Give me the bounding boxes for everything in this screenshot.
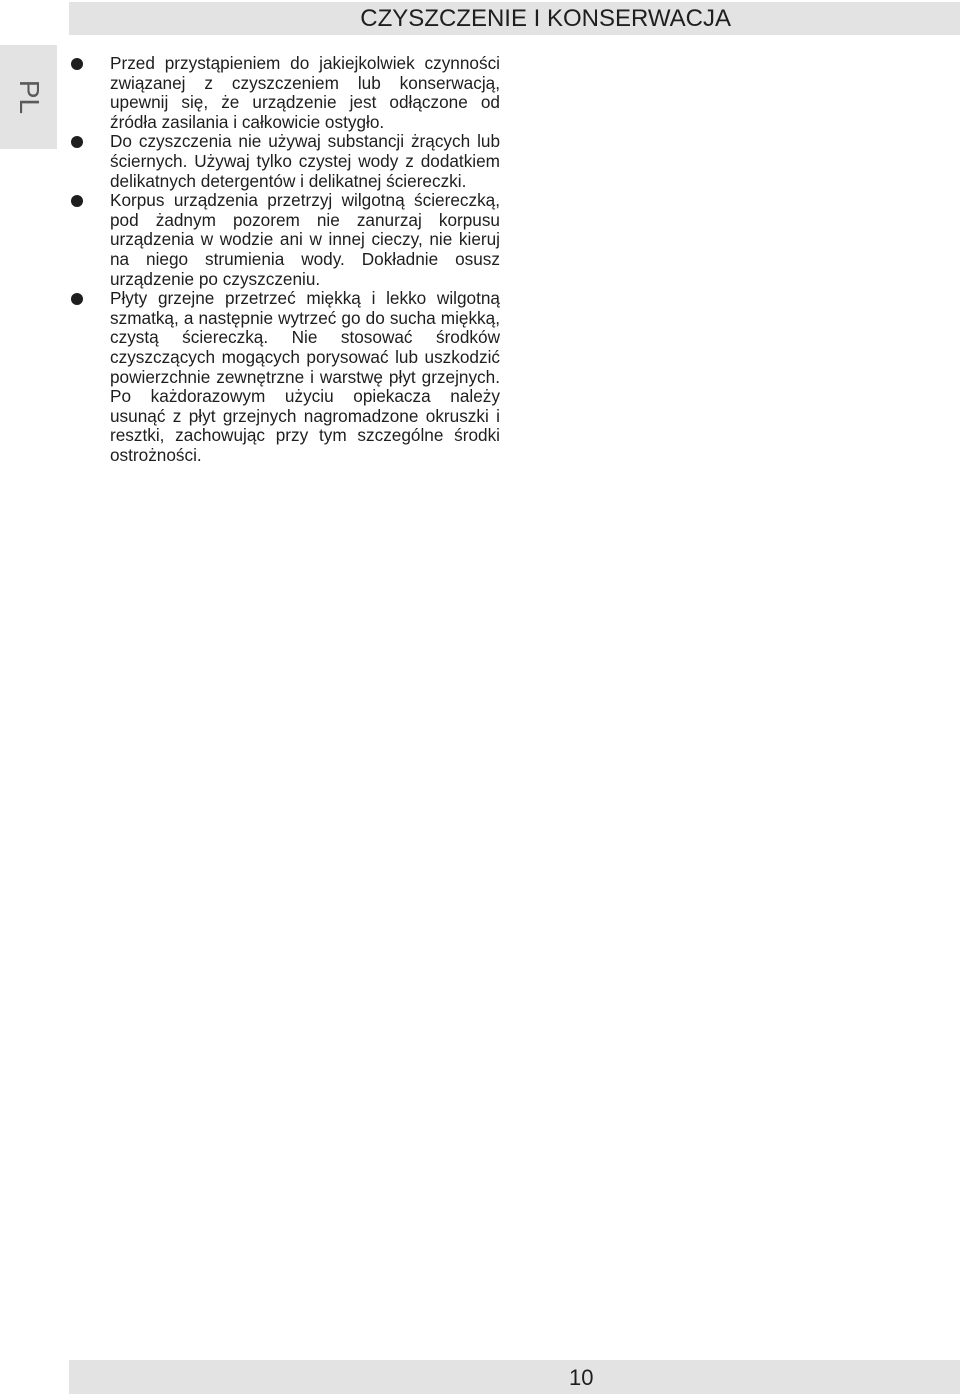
bullet-list	[70, 54, 500, 465]
list-item	[70, 54, 500, 132]
bullet-icon	[71, 58, 83, 70]
content-section	[70, 54, 500, 465]
language-tab	[0, 45, 57, 149]
list-item-text: Przed przystąpieniem do jakiejkolwiek czynności związanej z czyszczeniem lub konserwacją, upewnij się, że urządzenie jest odłączone od źródła zasilania i całkowicie ostygło.	[110, 53, 500, 132]
language-tab-label: PL	[13, 79, 45, 115]
bullet-icon	[71, 136, 83, 148]
bullet-icon	[71, 195, 83, 207]
list-item	[70, 132, 500, 191]
list-item	[70, 289, 500, 465]
list-item-text: Płyty grzejne przetrzeć miękką i lekko wilgotną szmatką, a następnie wytrzeć go do sucha miękką, czystą ściereczką. Nie stosować środków czyszczących mogących porysować lub uszkodzić powierzchnie zewnętrzne i warstwę płyt grzejnych. Po każdorazowym użyciu opiekacza należy usunąć z płyt grzejnych nagromadzone okruszki i resztki, zachowując przy tym szczególne środki ostrożności.	[110, 288, 500, 465]
header-bar	[69, 2, 960, 35]
list-item	[70, 191, 500, 289]
page-title: CZYSZCZENIE I KONSERWACJA	[360, 5, 731, 32]
list-item-text: Do czyszczenia nie używaj substancji żrących lub ściernych. Używaj tylko czystej wody z dodatkiem delikatnych detergentów i delikatnej ściereczki.	[110, 131, 500, 191]
bullet-icon	[71, 293, 83, 305]
list-item-text: Korpus urządzenia przetrzyj wilgotną ściereczką, pod żadnym pozorem nie zanurzaj korpusu urządzenia w wodzie ani w innej cieczy, nie kieruj na niego strumienia wody. Dokładnie osusz urządzenie po czyszczeniu.	[110, 190, 500, 289]
page-number: 10	[569, 1365, 594, 1390]
footer-bar	[69, 1360, 960, 1394]
